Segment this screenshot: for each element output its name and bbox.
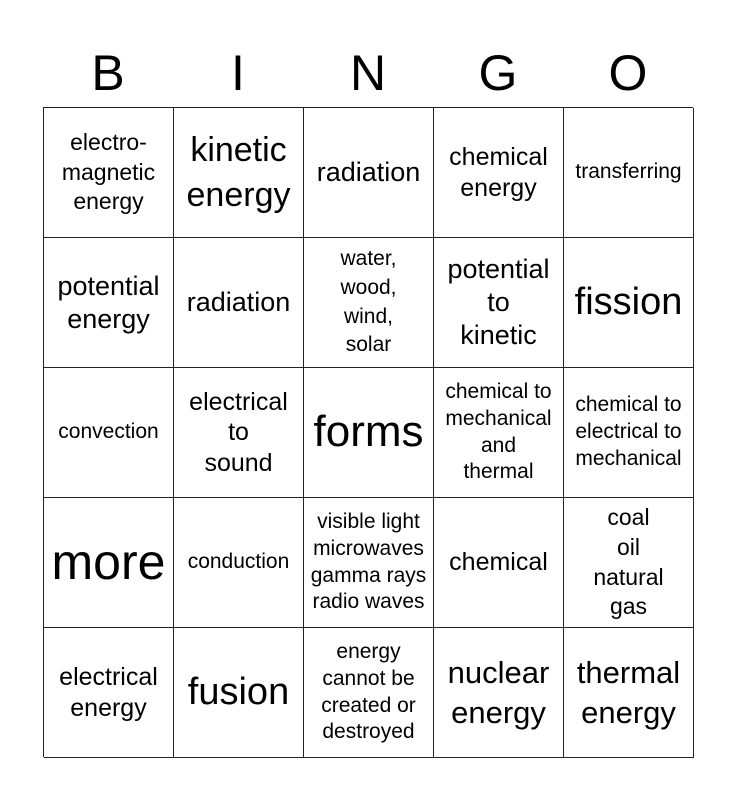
bingo-cell[interactable] <box>44 368 174 498</box>
bingo-cell[interactable] <box>434 238 564 368</box>
bingo-cell[interactable] <box>304 368 434 498</box>
bingo-cell[interactable] <box>44 108 174 238</box>
cell-text: nuclear energy <box>447 654 550 730</box>
cell-text: chemical <box>449 548 548 577</box>
cell-text: electro- magnetic energy <box>61 128 156 215</box>
cell-text: energy cannot be created or destroyed <box>321 639 416 744</box>
bingo-cell[interactable] <box>434 108 564 238</box>
cell-text: conduction <box>187 550 290 574</box>
bingo-cell[interactable] <box>174 238 304 368</box>
cell-text: chemical to electrical to mechanical <box>575 393 682 470</box>
cell-text: kinetic energy <box>186 131 291 214</box>
bingo-cell[interactable] <box>564 108 694 238</box>
bingo-cell[interactable] <box>44 498 174 628</box>
cell-text: transferring <box>575 160 682 184</box>
cell-text: chemical to mechanical and thermal <box>445 379 552 484</box>
bingo-cell[interactable] <box>304 628 434 758</box>
cell-text: forms <box>313 407 424 457</box>
bingo-cell[interactable] <box>304 498 434 628</box>
cell-text: potential to kinetic <box>447 254 550 350</box>
bingo-cell[interactable] <box>434 368 564 498</box>
bingo-cell[interactable] <box>564 368 694 498</box>
bingo-cell[interactable] <box>564 498 694 628</box>
bingo-cell[interactable] <box>44 238 174 368</box>
bingo-cell[interactable] <box>174 628 304 758</box>
cell-text: potential energy <box>57 270 160 334</box>
cell-text: chemical energy <box>449 143 548 202</box>
bingo-cell[interactable] <box>174 108 304 238</box>
cell-text: water, wood, wind, solar <box>340 246 397 357</box>
header-letter-i: I <box>231 45 245 101</box>
cell-text: fission <box>574 280 683 323</box>
header-letter-n: N <box>349 45 387 101</box>
header-letter-o: O <box>608 45 648 101</box>
bingo-cell[interactable] <box>174 368 304 498</box>
bingo-cell[interactable] <box>304 238 434 368</box>
cell-text: convection <box>58 420 159 444</box>
header-letter-g: G <box>478 45 518 101</box>
bingo-grid <box>43 107 693 757</box>
bingo-cell[interactable] <box>44 628 174 758</box>
cell-text: radiation <box>316 157 421 188</box>
cell-text: electrical to sound <box>189 387 288 477</box>
header-letter-b: B <box>91 45 125 101</box>
cell-text: thermal energy <box>576 654 681 730</box>
cell-text: coal oil natural gas <box>593 503 664 620</box>
cell-text: radiation <box>186 287 291 318</box>
cell-text: more <box>51 534 166 590</box>
bingo-cell[interactable] <box>174 498 304 628</box>
bingo-cell[interactable] <box>434 628 564 758</box>
bingo-cell[interactable] <box>564 628 694 758</box>
bingo-cell[interactable] <box>304 108 434 238</box>
cell-text: fusion <box>187 670 290 713</box>
bingo-cell[interactable] <box>434 498 564 628</box>
bingo-header <box>43 40 693 106</box>
cell-text: electrical energy <box>59 663 158 722</box>
cell-text: visible light microwaves gamma rays radio waves <box>310 509 427 614</box>
bingo-cell[interactable] <box>564 238 694 368</box>
